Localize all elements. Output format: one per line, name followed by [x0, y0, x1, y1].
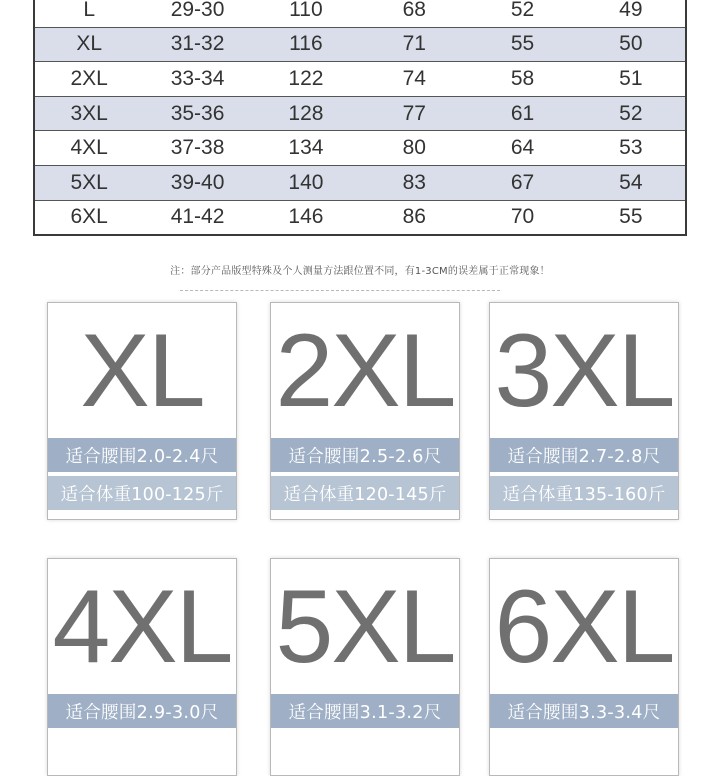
cell-waist: 35-36	[143, 96, 251, 131]
cell-length: 134	[252, 131, 360, 166]
cell-size: 5XL	[34, 165, 143, 200]
cell-length: 116	[252, 27, 360, 62]
cell-size: 3XL	[34, 96, 143, 131]
cell-hem: 50	[577, 27, 686, 62]
size-card	[270, 558, 460, 776]
cell-thigh: 52	[468, 0, 576, 27]
table-row	[34, 131, 686, 166]
cell-length: 110	[252, 0, 360, 27]
size-card-waist: 适合腰围3.1-3.2尺	[271, 694, 459, 728]
size-card-waist: 适合腰围3.3-3.4尺	[490, 694, 678, 728]
cell-hip: 68	[360, 0, 468, 27]
cell-hip: 77	[360, 96, 468, 131]
size-card	[47, 302, 237, 520]
cell-thigh: 61	[468, 96, 576, 131]
cell-waist: 37-38	[143, 131, 251, 166]
size-card-weight: 适合体重100-125斤	[48, 476, 236, 510]
cell-waist: 39-40	[143, 165, 251, 200]
size-card-label: 2XL	[275, 312, 455, 429]
cell-thigh: 70	[468, 200, 576, 235]
cell-length: 146	[252, 200, 360, 235]
size-card	[489, 558, 679, 776]
size-card-waist: 适合腰围2.0-2.4尺	[48, 438, 236, 472]
cell-length: 128	[252, 96, 360, 131]
size-card-label: 4XL	[52, 568, 232, 685]
size-card	[270, 302, 460, 520]
cell-waist: 31-32	[143, 27, 251, 62]
size-card-label: XL	[80, 312, 204, 429]
cell-hem: 54	[577, 165, 686, 200]
cell-hem: 53	[577, 131, 686, 166]
cell-thigh: 55	[468, 27, 576, 62]
cell-size: 6XL	[34, 200, 143, 235]
size-chart-body	[34, 0, 686, 235]
size-card-weight: 适合体重135-160斤	[490, 476, 678, 510]
note-divider	[180, 290, 500, 291]
cell-size: 4XL	[34, 131, 143, 166]
cell-waist: 41-42	[143, 200, 251, 235]
cell-hip: 86	[360, 200, 468, 235]
cell-thigh: 67	[468, 165, 576, 200]
cell-hem: 51	[577, 62, 686, 97]
cell-hip: 74	[360, 62, 468, 97]
cell-size: L	[34, 0, 143, 27]
size-card	[47, 558, 237, 776]
cell-hem: 52	[577, 96, 686, 131]
cell-hip: 80	[360, 131, 468, 166]
table-row	[34, 62, 686, 97]
cell-waist: 29-30	[143, 0, 251, 27]
size-card	[489, 302, 679, 520]
cell-length: 140	[252, 165, 360, 200]
size-card-waist: 适合腰围2.5-2.6尺	[271, 438, 459, 472]
cell-hem: 49	[577, 0, 686, 27]
size-card-label: 5XL	[275, 568, 455, 685]
cell-size: 2XL	[34, 62, 143, 97]
size-card-waist: 适合腰围2.9-3.0尺	[48, 694, 236, 728]
size-card-weight: 适合体重120-145斤	[271, 476, 459, 510]
size-chart-table	[33, 0, 687, 236]
cell-waist: 33-34	[143, 62, 251, 97]
table-row	[34, 200, 686, 235]
cell-hem: 55	[577, 200, 686, 235]
table-row	[34, 165, 686, 200]
size-card-label: 6XL	[494, 568, 674, 685]
cell-thigh: 58	[468, 62, 576, 97]
cell-thigh: 64	[468, 131, 576, 166]
cell-hip: 83	[360, 165, 468, 200]
table-row	[34, 0, 686, 27]
table-row	[34, 96, 686, 131]
cell-size: XL	[34, 27, 143, 62]
size-card-label: 3XL	[494, 312, 674, 429]
size-card-waist: 适合腰围2.7-2.8尺	[490, 438, 678, 472]
cell-length: 122	[252, 62, 360, 97]
measurement-note: 注：部分产品版型特殊及个人测量方法跟位置不同，有1-3CM的误差属于正常现象！	[170, 266, 550, 277]
cell-hip: 71	[360, 27, 468, 62]
table-row	[34, 27, 686, 62]
